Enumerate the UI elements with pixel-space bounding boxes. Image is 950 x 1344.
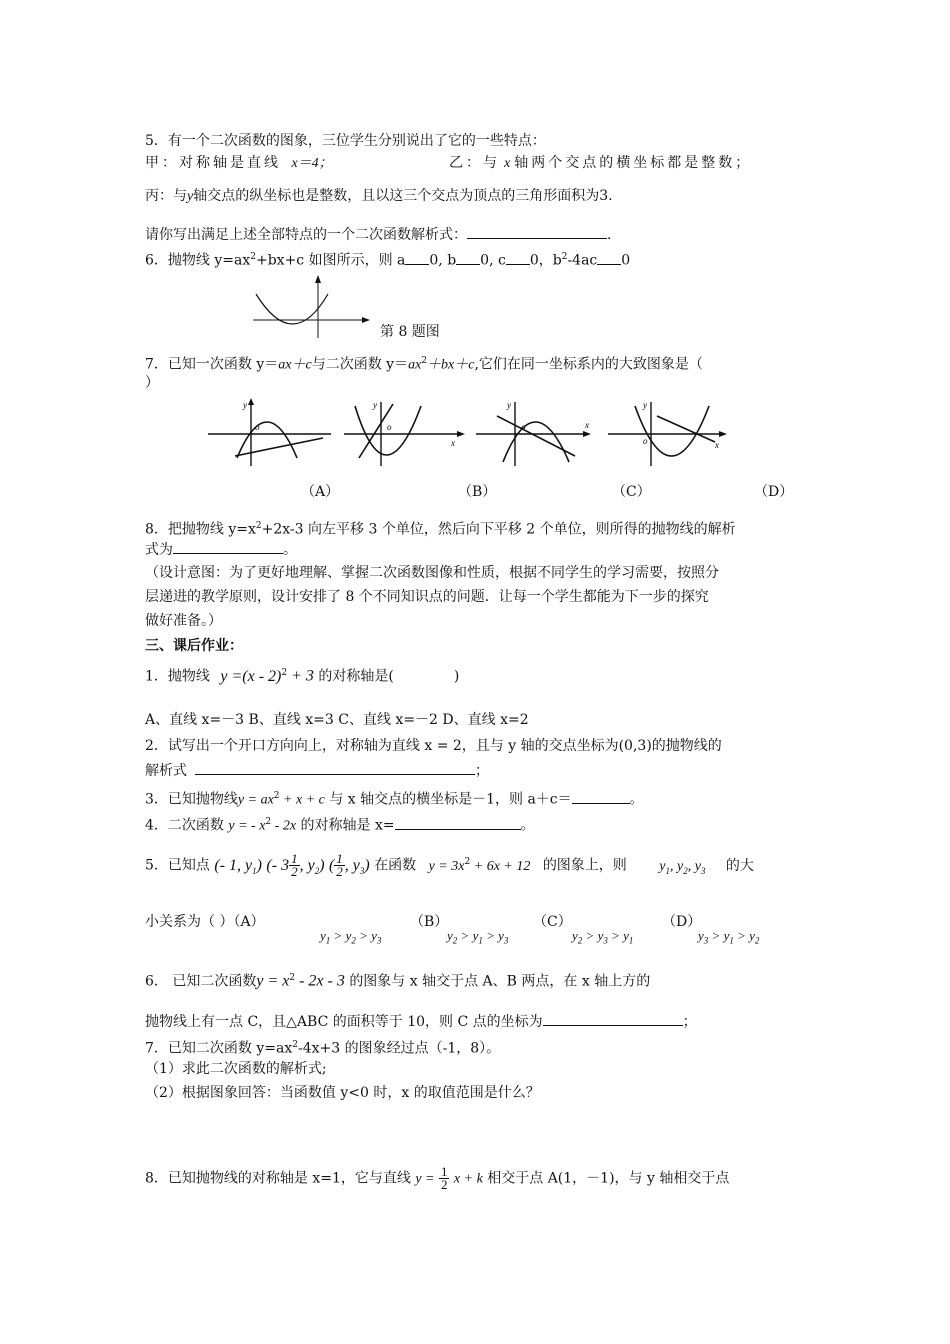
- q6-x-arrow: [362, 317, 370, 323]
- hw5-option-a-expr: $y_1 > y_2 > y_3$: [320, 928, 382, 946]
- hw5-option-d-expr: $y_3 > y_1 > y_2$: [698, 928, 760, 946]
- hw7-part1: （1）求此二次函数的解析式;: [145, 1061, 327, 1077]
- q7-text: 7．已知一次函数 y＝ax＋c与二次函数 $y=ax^2+bx+c$,它们在同一坐标系内的大致图象是（: [145, 356, 703, 373]
- q7-option-c: （C）: [612, 484, 651, 500]
- design-intent-line1: （设计意图：为了更好地理解、掌握二次函数图像和性质，根据不同学生的学习需要，按照分: [145, 565, 719, 581]
- q7-option-b: （B）: [458, 484, 497, 500]
- svg-text:y: y: [243, 400, 247, 410]
- hw2-line2: 解析式 ；: [145, 760, 489, 781]
- q5-ask: 请你写出满足上述全部特点的一个二次函数解析式： .: [145, 224, 611, 245]
- q7-close: ）: [145, 375, 159, 391]
- hw1-options: A、直线 x=－3 B、直线 x=3 C、直线 x=－2 D、直线 x=2: [145, 712, 529, 728]
- q5-jia: 甲：对称轴是直线 x＝4；: [145, 155, 333, 171]
- svg-text:x: x: [585, 420, 589, 430]
- hw3-question: 3．已知抛物线$y = ax^2 + x + c$ 与 x 轴交点的横坐标是－1，则 a＋c＝ 。: [145, 786, 644, 811]
- hw2-line1: 2．试写出一个开口方向向上，对称轴为直线 x = 2，且与 y 轴的交点坐标为(0,3)的抛物线的: [145, 738, 722, 754]
- svg-text:o: o: [387, 422, 392, 432]
- q5-yi: 乙：与 x 轴两个交点的横坐标都是整数；: [449, 155, 753, 171]
- svg-text:o: o: [521, 422, 526, 432]
- hw5-line1: 5．已知点 (- 1, $y_1$) (- 3 $\frac{1}{2}$ , $y_2$) ( $\frac{1}{2}$ , $y_3$) 在函数 $y = 3x^2 + 6x + 12$ 的图象上，则 $y_1$, $y_2$, $y_3$ 的大: [145, 851, 754, 880]
- hw5-point-2: (- 3 $\frac{1}{2}$ , $y_2$): [266, 851, 325, 880]
- hw5-option-d: （D）: [662, 914, 702, 930]
- svg-text:y: y: [507, 400, 511, 410]
- q8-line1: 8．把抛物线 $y=x^2+2x-3$ 向左平移 3 个单位，然后向下平移 2 个单位，则所得的抛物线的解析: [145, 521, 736, 538]
- q7-graph-c: [473, 396, 603, 468]
- hw6-line1: 6． 已知二次函数$y = x^2 - 2x - 3$ 的图象与 x 轴交于点 A、B 两点，在 x 轴上方的: [145, 972, 651, 990]
- q7-graph-a: [205, 396, 335, 468]
- hw4-question: 4．二次函数 y = - $x^2 - 2x$ 的对称轴是 x= 。: [145, 812, 535, 837]
- hw5-point-1: (- 1, $y_1$): [214, 856, 262, 876]
- section-homework-heading: 三、课后作业：: [145, 638, 243, 654]
- hw1-question: 1．抛物线 y =(x - 2)$^2$ + 3 的对称轴是( ): [145, 667, 460, 685]
- q8-line2: 式为 。: [145, 539, 297, 560]
- q6-y-arrow: [315, 275, 321, 283]
- hw6-line2: 抛物线上有一点 C，且△ABC 的面积等于 10，则 C 点的坐标为 ；: [145, 1011, 697, 1032]
- hw5-option-c: （C）: [533, 914, 572, 930]
- svg-text:y: y: [373, 400, 377, 410]
- svg-text:x: x: [451, 438, 455, 448]
- design-intent-line3: 做好准备。）: [145, 613, 222, 629]
- hw7-question: 7．已知二次函数 $y=ax^2-4x+3$ 的图象经过点（-1，8）。: [145, 1040, 501, 1057]
- svg-text:y: y: [643, 400, 647, 410]
- q5-bing: 丙：与y轴交点的纵坐标也是整数，且以这三个交点为顶点的三角形面积为3.: [145, 188, 613, 204]
- hw5-line2: 小关系为（ ）（A）: [145, 914, 265, 930]
- svg-text:x: x: [715, 440, 719, 450]
- q7-option-a: （A）: [301, 484, 340, 500]
- svg-text:o: o: [255, 422, 260, 432]
- svg-text:o: o: [643, 436, 648, 446]
- q5-stem: 5．有一个二次函数的图象，三位学生分别说出了它的一些特点：: [145, 133, 546, 149]
- q6-parabola-figure: [248, 272, 378, 342]
- hw5-point-3: ( $\frac{1}{2}$ , $y_3$): [328, 851, 370, 880]
- q7-option-d: （D）: [754, 484, 794, 500]
- hw5-option-b-expr: $y_2 > y_1 > y_3$: [447, 928, 509, 946]
- hw5-option-b: （B）: [410, 914, 449, 930]
- q7-graph-b: [341, 396, 471, 468]
- hw5-option-c-expr: $y_2 > y_3 > y_1$: [572, 928, 634, 946]
- q7-graph-d: [605, 396, 735, 468]
- hw7-part2: （2）根据图象回答：当函数值 y<0 时，x 的取值范围是什么？: [145, 1085, 540, 1101]
- q6-figure-caption: 第 8 题图: [380, 324, 440, 340]
- design-intent-line2: 层递进的教学原则，设计安排了 8 个不同知识点的问题．让每一个学生都能为下一步的探究: [145, 589, 709, 605]
- hw8-question: 8．已知抛物线的对称轴是 x=1，它与直线 y = $\frac{1}{2}$ x + k 相交于点 A(1，－1)，与 y 轴相交于点: [145, 1164, 730, 1192]
- q6-text: 6．抛物线 $y=ax^2+bx+c$ 如图所示，则 a 0, b 0, c 0，$b^2-4ac$ 0: [145, 247, 630, 271]
